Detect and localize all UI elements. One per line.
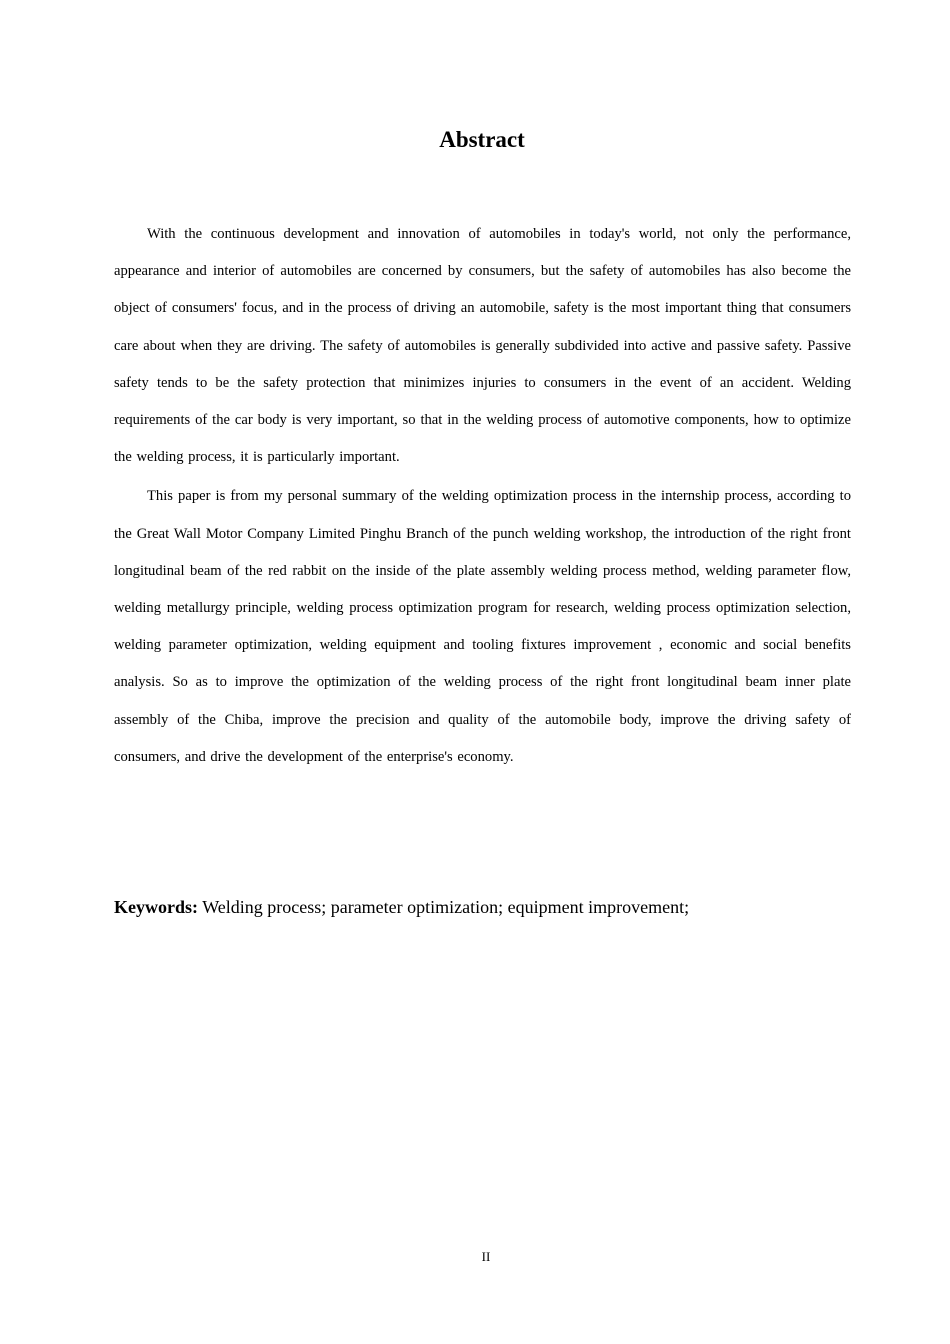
abstract-paragraph-2: This paper is from my personal summary of the welding optimization process in the internship process, according to the Great Wall Motor Company Limited Pinghu Branch of the punch welding workshop, the introduction of the right front longitudinal beam of the red rabbit on the inside of the plate assembly welding process method, welding parameter flow, welding metallurgy principle, welding process optimization program for research, welding process optimization selection, welding parameter optimization, welding equipment and tooling fixtures improvement , economic and social benefits analysis. So as to improve the optimization of the welding process of the right front longitudinal beam inner plate assembly of the Chiba, improve the precision and quality of the automobile body, improve the driving safety of consumers, and drive the development of the enterprise's economy. bbox=[114, 488, 851, 765]
page-title: Abstract bbox=[439, 127, 525, 152]
keywords-line bbox=[114, 893, 851, 921]
keywords-label: Keywords: bbox=[114, 897, 198, 917]
keywords-text: Welding process; parameter optimization; equipment improvement; bbox=[202, 897, 690, 917]
abstract-paragraph-1: With the continuous development and innovation of automobiles in today's world, not only the performance, appearance and interior of automobiles are concerned by consumers, but the safety of automobiles has also become the object of consumers' focus, and in the process of driving an automobile, safety is the most important thing that consumers care about when they are driving. The safety of automobiles is generally subdivided into active and passive safety. Passive safety tends to be the safety protection that minimizes injuries to consumers in the event of an accident. Welding requirements of the car body is very important, so that in the welding process of automotive components, how to optimize the welding process, it is particularly important. bbox=[114, 226, 851, 466]
page-number: II bbox=[481, 1249, 491, 1264]
abstract-body bbox=[114, 216, 851, 778]
